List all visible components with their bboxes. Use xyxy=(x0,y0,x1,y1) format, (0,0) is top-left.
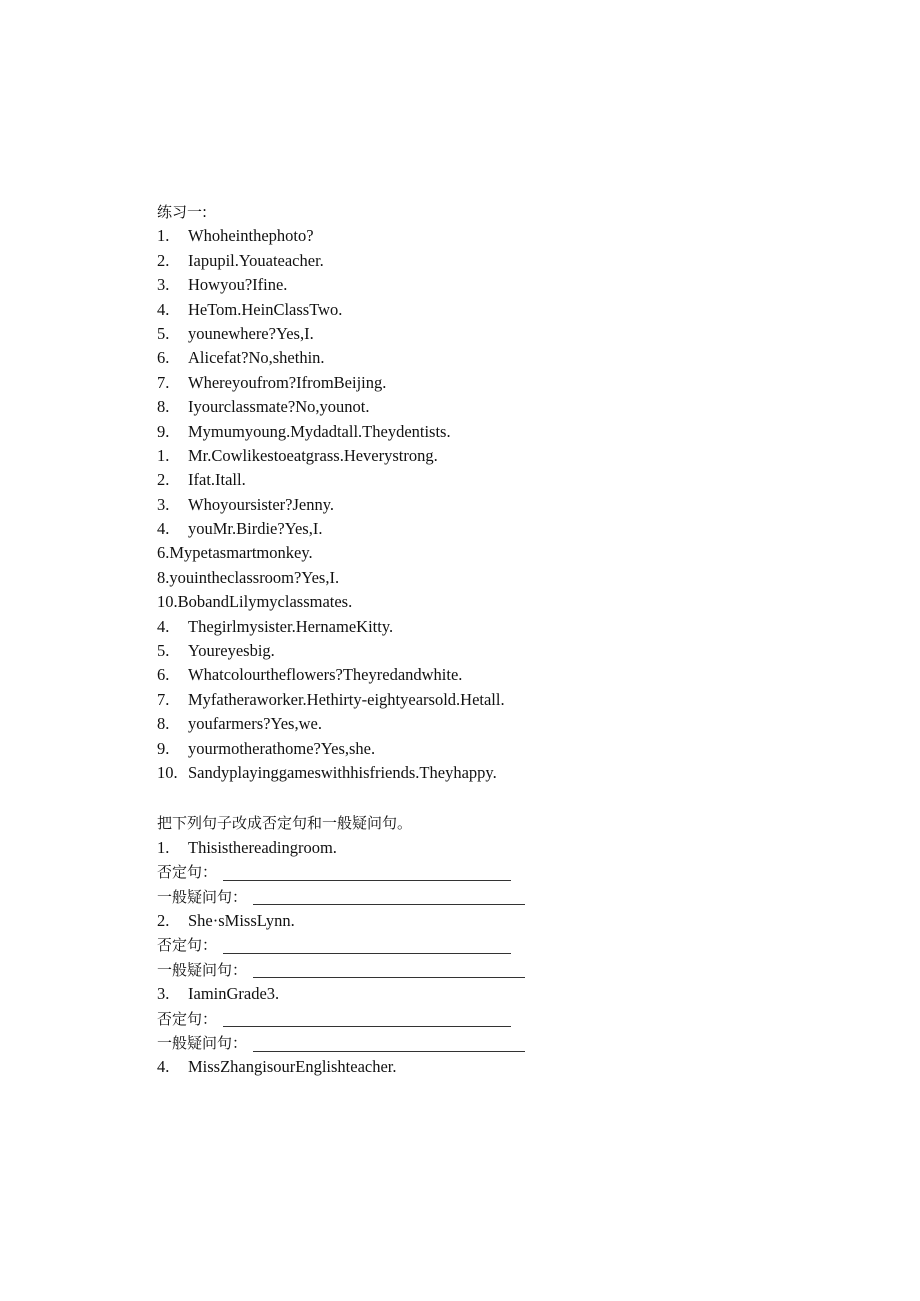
question-answer-row xyxy=(157,1031,857,1055)
answer-blank[interactable] xyxy=(253,963,525,978)
answer-blank[interactable] xyxy=(223,1012,511,1027)
section2-list xyxy=(157,836,857,1080)
list-item: 6. Whatcolourtheflowers?Theyredandwhite. xyxy=(157,665,463,685)
negative-answer-row xyxy=(157,860,857,884)
list-item: 5. younewhere?Yes,I. xyxy=(157,323,314,343)
negative-answer-row xyxy=(157,933,857,957)
list-item: 5. Youreyesbig. xyxy=(157,641,275,661)
list-item: 4. HeTom.HeinClassTwo. xyxy=(157,299,343,319)
section-spacer xyxy=(157,785,857,811)
answer-blank[interactable] xyxy=(223,939,511,954)
list-item: 1. Mr.Cowlikestoeatgrass.Heverystrong. xyxy=(157,445,438,465)
list-item: 1. Thisisthereadingroom. xyxy=(157,837,337,857)
list-item: 2. Ifat.Itall. xyxy=(157,470,246,490)
question-label: 一般疑问句： xyxy=(157,1033,248,1052)
question-answer-row xyxy=(157,958,857,982)
question-answer-row xyxy=(157,885,857,909)
list-item: 10.BobandLilymyclassmates. xyxy=(157,592,353,612)
list-item: 2. Iapupil.Youateacher. xyxy=(157,250,324,270)
negative-answer-row xyxy=(157,1007,857,1031)
list-item: 3. Howyou?Ifine. xyxy=(157,275,288,295)
list-item: 8. Iyourclassmate?No,younot. xyxy=(157,397,370,417)
list-item: 8. youfarmers?Yes,we. xyxy=(157,714,322,734)
section2-title: 把下列句子改成否定句和一般疑问句。 xyxy=(157,814,413,833)
answer-blank[interactable] xyxy=(253,1037,525,1052)
question-label: 一般疑问句： xyxy=(157,960,248,979)
list-item: 1. Whoheinthephoto? xyxy=(157,226,314,246)
list-item: 4. Thegirlmysister.HernameKitty. xyxy=(157,616,394,636)
negative-label: 否定句： xyxy=(157,936,218,955)
negative-label: 否定句： xyxy=(157,1009,218,1028)
list-item: 8.youintheclassroom?Yes,I. xyxy=(157,567,340,587)
section1-list xyxy=(157,224,857,785)
list-item: 9. Mymumyoung.Mydadtall.Theydentists. xyxy=(157,421,451,441)
question-label: 一般疑问句： xyxy=(157,887,248,906)
list-item: 3. Whoyoursister?Jenny. xyxy=(157,494,335,514)
list-item: 7. Whereyoufrom?IfromBeijing. xyxy=(157,372,387,392)
list-item: 6.Mypetasmartmonkey. xyxy=(157,543,313,563)
section1-title: 练习一: xyxy=(157,203,208,221)
list-item: 2. She·sMissLynn. xyxy=(157,910,295,930)
worksheet xyxy=(157,200,857,1080)
list-item: 10. Sandyplayinggameswithhisfriends.Theyhappy. xyxy=(157,762,497,782)
list-item: 9. yourmotherathome?Yes,she. xyxy=(157,738,376,758)
answer-blank[interactable] xyxy=(253,890,525,905)
negative-label: 否定句： xyxy=(157,863,218,882)
list-item: 4. MissZhangisourEnglishteacher. xyxy=(157,1057,397,1077)
list-item: 4. youMr.Birdie?Yes,I. xyxy=(157,519,323,539)
list-item: 7. Myfatheraworker.Hethirty-eightyearsold.Hetall. xyxy=(157,689,505,709)
list-item: 6. Alicefat?No,shethin. xyxy=(157,348,325,368)
answer-blank[interactable] xyxy=(223,866,511,881)
list-item: 3. IaminGrade3. xyxy=(157,984,280,1004)
